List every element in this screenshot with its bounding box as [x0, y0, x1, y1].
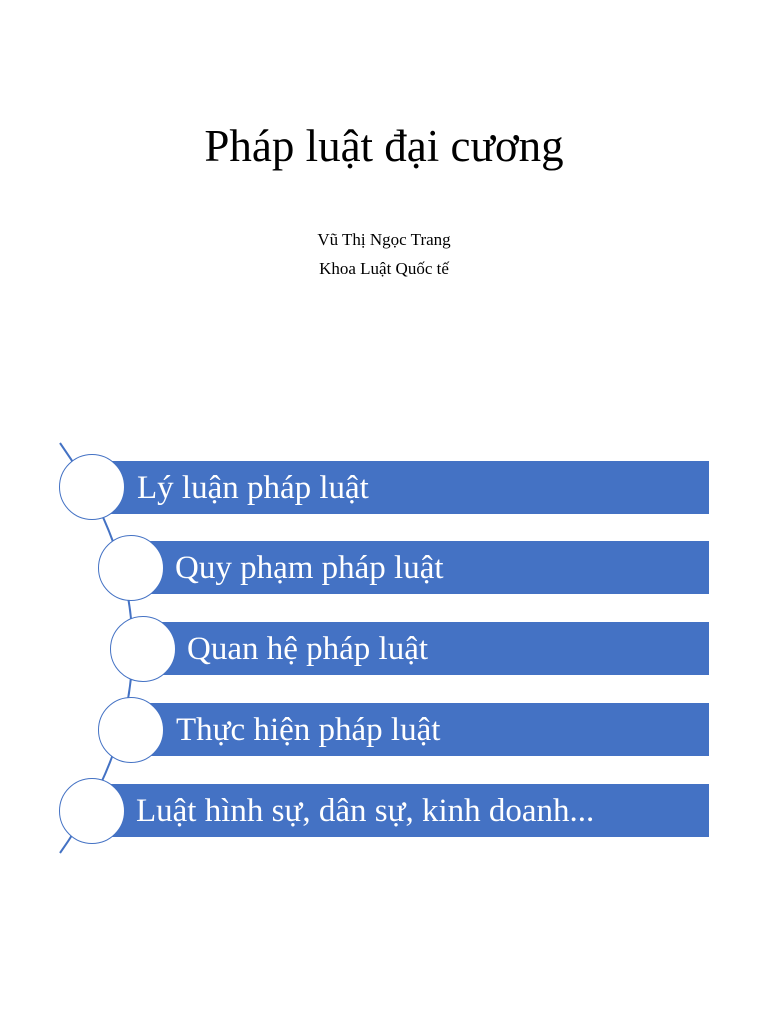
list-item-bar [131, 703, 709, 756]
bullet-circle [98, 697, 164, 763]
list-item-label: Quy phạm pháp luật [175, 549, 444, 586]
list-item-label: Lý luận pháp luật [137, 469, 369, 506]
author-name: Vũ Thị Ngọc Trang [317, 230, 451, 249]
bullet-circle [98, 535, 164, 601]
page-title: Pháp luật đại cương [204, 121, 564, 171]
list-item-bar [92, 784, 709, 837]
list-item-bar [92, 461, 709, 514]
list-item-label: Quan hệ pháp luật [187, 630, 429, 667]
list-item-label: Thực hiện pháp luật [176, 711, 441, 748]
bullet-circle [59, 778, 125, 844]
list-item-bar [143, 622, 709, 675]
bullet-circle [110, 616, 176, 682]
department-name: Khoa Luật Quốc tế [319, 259, 449, 278]
bullet-circle [59, 454, 125, 520]
list-item-bar [131, 541, 709, 594]
list-item-label: Luật hình sự, dân sự, kinh doanh... [136, 792, 595, 829]
